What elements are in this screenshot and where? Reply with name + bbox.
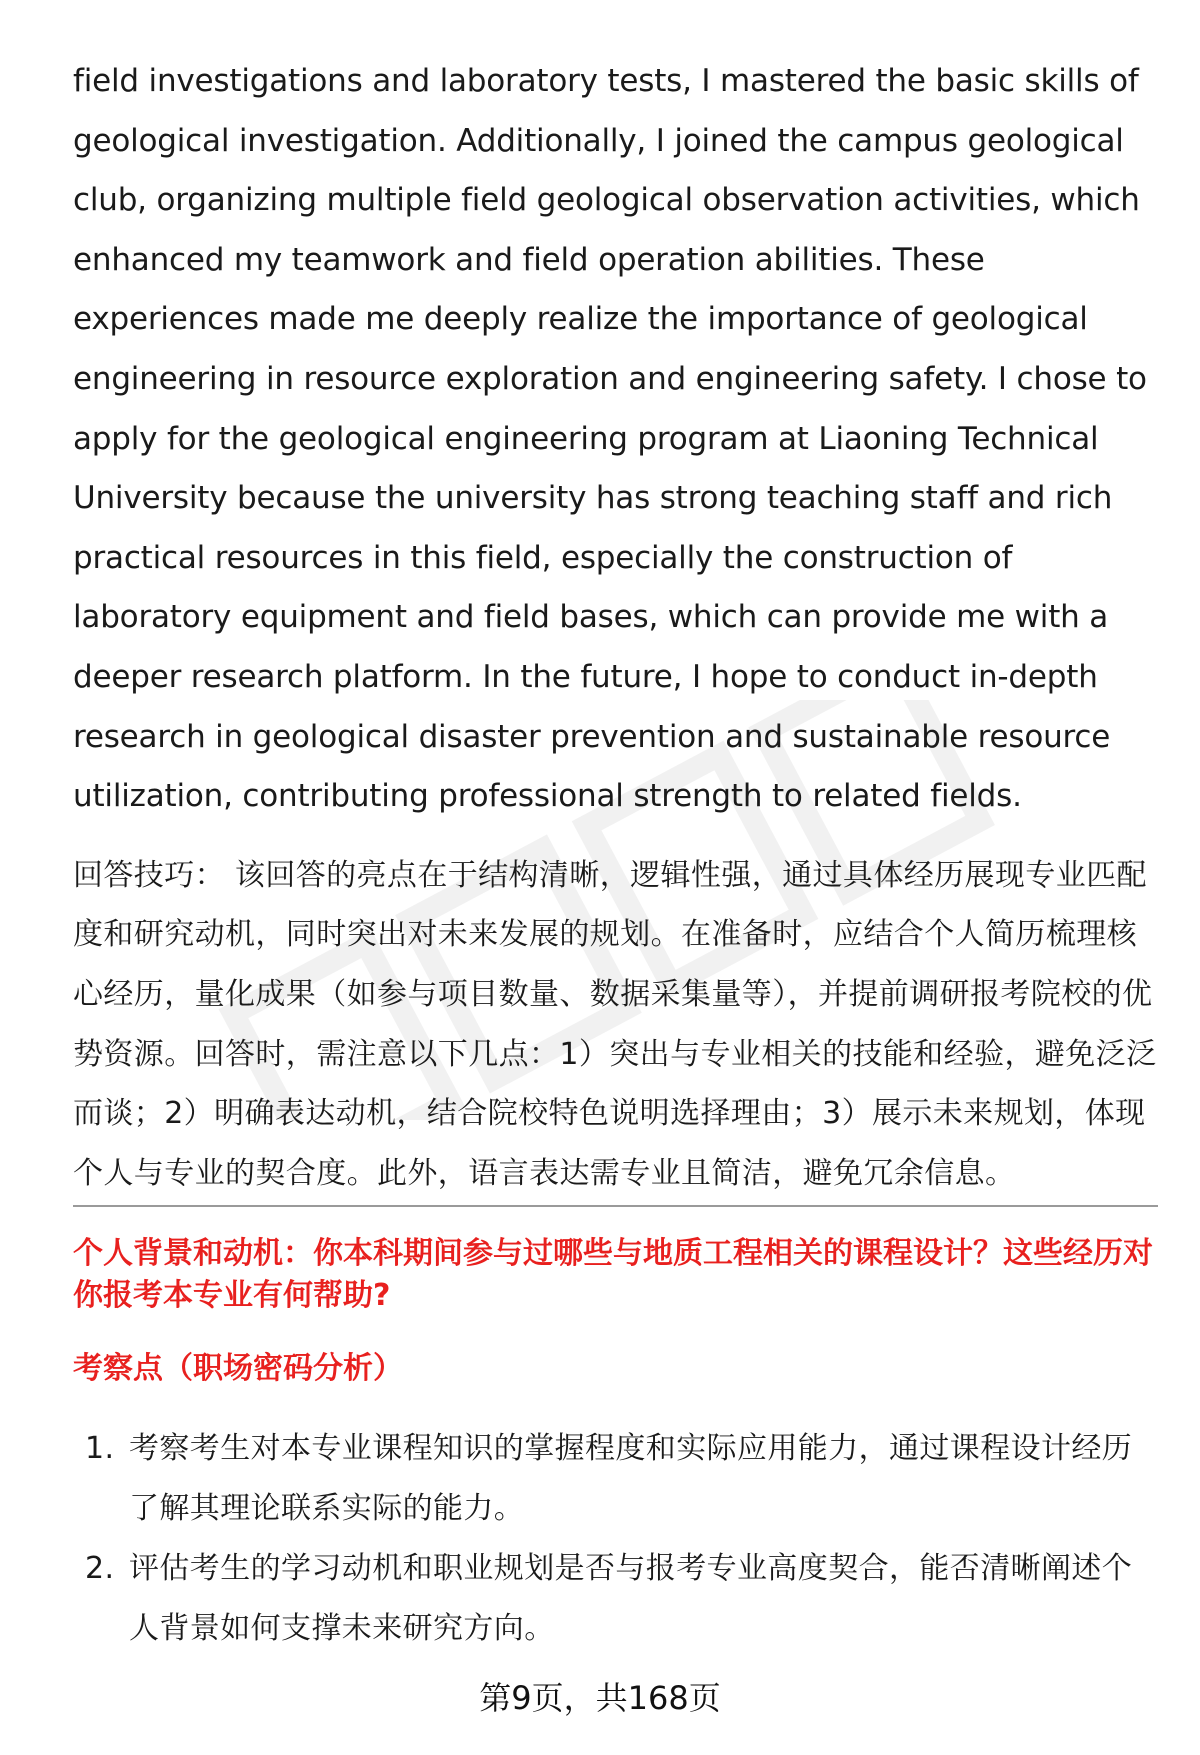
list-number: 2. — [85, 1551, 115, 1586]
list-number: 1. — [85, 1431, 115, 1466]
list-item-text: 评估考生的学习动机和职业规划是否与报考专业高度契合，能否清晰阐述个人背景如何支撑未来研究方向。 — [129, 1551, 1133, 1646]
section-divider — [73, 1205, 1158, 1207]
analysis-points-list — [73, 1419, 1158, 1659]
question-heading: 个人背景和动机：你本科期间参与过哪些与地质工程相关的课程设计？这些经历对你报考本专业有何帮助? — [73, 1236, 1153, 1313]
analysis-heading: 考察点（职场密码分析） — [73, 1351, 403, 1386]
sample-answer-paragraph: field investigations and laboratory tests, I mastered the basic skills of geological investigation. Additionally, I joined the campus geological club, organizing multiple field geological observation activities, which enhanced my teamwork and field operation abilities. These experiences made me deeply realize the importance of geological engineering in resource exploration and engineering safety. I chose to apply for the geological engineering program at Liaoning Technical University because the university has strong teaching staff and rich practical resources in this field, especially the construction of laboratory equipment and field bases, which can provide me with a deeper research platform. In the future, I hope to conduct in-depth research in geological disaster prevention and sustainable resource utilization, contributing professional strength to related fields. — [73, 63, 1147, 815]
list-item-text: 考察考生对本专业课程知识的掌握程度和实际应用能力，通过课程设计经历了解其理论联系实际的能力。 — [129, 1431, 1133, 1526]
analysis-point-2 — [73, 1539, 1158, 1659]
answer-tips-paragraph: 回答技巧： 该回答的亮点在于结构清晰，逻辑性强，通过具体经历展现专业匹配度和研究动机，同时突出对未来发展的规划。在准备时，应结合个人简历梳理核心经历，量化成果（如参与项目数量、数据采集量等），并提前调研报考院校的优势资源。回答时，需注意以下几点：1）突出与专业相关的技能和经验，避免泛泛而谈；2）明确表达动机，结合院校特色说明选择理由；3）展示未来规划，体现个人与专业的契合度。此外，语言表达需专业且简洁，避免冗余信息。 — [73, 857, 1157, 1191]
analysis-point-1 — [73, 1419, 1158, 1539]
page-number-footer: 第9页，共168页 — [479, 1679, 721, 1717]
page-body — [73, 52, 1158, 1203]
